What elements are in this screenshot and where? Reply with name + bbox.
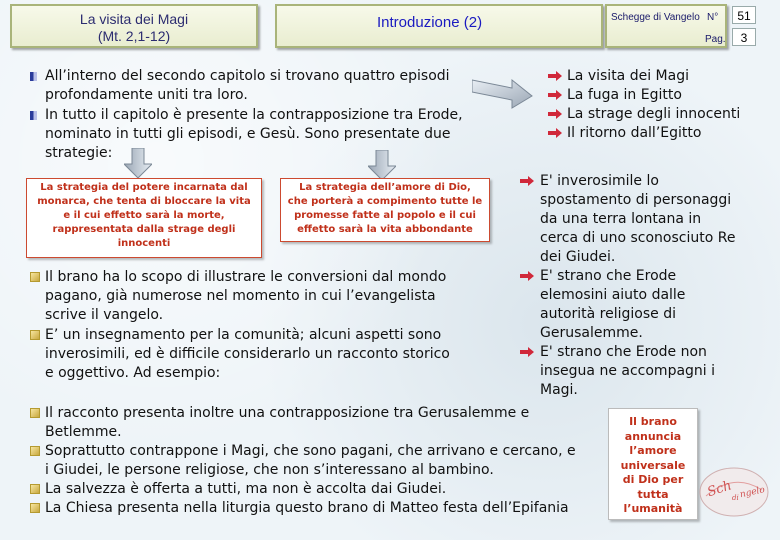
teaching-paragraph xyxy=(45,326,450,383)
list-item xyxy=(520,343,760,400)
example-line: E' strano che Erode non xyxy=(540,344,707,360)
square-bullet-icon xyxy=(30,72,37,81)
svg-text:ngelo: ngelo xyxy=(739,485,766,501)
square-bullet-icon xyxy=(30,446,40,456)
list-item xyxy=(30,442,605,480)
purpose-line: Il brano ha lo scopo di illustrare le conversioni dal mondo xyxy=(45,269,447,285)
example-line: E' inverosimile lo xyxy=(540,173,659,189)
strategy-line: e il cui effetto sarà la morte, xyxy=(63,210,225,221)
series-name: Schegge di Vangelo xyxy=(611,12,700,23)
page-label: Pag. xyxy=(705,34,726,45)
square-bullet-icon xyxy=(30,503,40,513)
red-arrow-icon xyxy=(520,271,534,281)
annuncia-line: di Dio per xyxy=(622,473,684,486)
contrast-line: In tutto il capitolo è presente la contrapposizione tra Erode, xyxy=(45,107,463,123)
schegge-stamp-logo xyxy=(696,462,772,522)
closing-line: Soprattutto contrappone i Magi, che sono pagani, che arrivano e cercano, e xyxy=(45,443,576,459)
teaching-line: E’ un insegnamento per la comunità; alcuni aspetti sono xyxy=(45,327,442,343)
closing-line: La salvezza è offerta a tutti, ma non è accolta dai Giudei. xyxy=(45,481,447,497)
strategy-love-box xyxy=(280,178,490,242)
contrast-line: strategie: xyxy=(45,145,113,161)
intro-line: All’interno del secondo capitolo si trovano quattro episodi xyxy=(45,68,450,84)
meta-box xyxy=(605,4,727,48)
down-arrow-icon xyxy=(124,148,152,178)
intro-line: profondamente uniti tra loro. xyxy=(45,87,248,103)
example-line: dei Giudei. xyxy=(540,249,616,265)
square-bullet-icon xyxy=(30,111,37,120)
closing-line: i Giudei, le persone religiose, che non s’interessano al bambino. xyxy=(45,462,494,478)
closing-line: Betlemme. xyxy=(45,424,122,440)
strategy-power-box xyxy=(26,178,262,258)
page-value: 3 xyxy=(732,28,756,46)
list-item xyxy=(520,267,760,343)
section-title-box xyxy=(275,4,603,48)
example-line: Gerusalemme. xyxy=(540,325,643,341)
annuncia-line: annuncia xyxy=(624,429,682,443)
svg-text:Sch: Sch xyxy=(705,478,734,501)
square-bullet-icon xyxy=(30,408,40,418)
red-arrow-icon xyxy=(520,176,534,186)
example-line: insegua ne accompagni i xyxy=(540,363,716,379)
closing-line: Il racconto presenta inoltre una contrapposizione tra Gerusalemme e xyxy=(45,405,530,421)
episode-label: La fuga in Egitto xyxy=(567,87,682,103)
episode-label: La visita dei Magi xyxy=(567,68,689,84)
example-line: da una terra lontana in xyxy=(540,211,702,227)
episode-label: La strage degli innocenti xyxy=(567,106,741,122)
svg-text:di: di xyxy=(732,494,739,502)
section-title: Introduzione (2) xyxy=(377,14,483,31)
examples-list xyxy=(520,172,760,400)
strategy-line: monarca, che tenta di bloccare la vita xyxy=(37,196,251,207)
example-line: autorità religiose di xyxy=(540,306,676,322)
strategy-line: innocenti xyxy=(117,238,171,249)
strategy-line: rappresentata dalla strage degli xyxy=(52,224,236,235)
annuncia-line: l’amore xyxy=(629,444,677,457)
red-arrow-icon xyxy=(548,71,562,81)
example-line: E' strano che Erode xyxy=(540,268,677,284)
strategy-line: che porterà a compimento tutte le xyxy=(287,196,483,207)
closing-line: La Chiesa presenta nella liturgia questo brano di Matteo festa dell’Epifania xyxy=(45,500,569,516)
annuncia-box xyxy=(608,408,698,520)
example-line: cerca di uno sconosciuto Re xyxy=(540,230,736,246)
annuncia-line: l’umanità xyxy=(623,502,683,515)
number-value: 51 xyxy=(732,6,756,24)
strategy-line: effetto sarà la vita abbondante xyxy=(297,224,473,235)
down-arrow-icon xyxy=(368,150,396,180)
list-item xyxy=(30,404,605,442)
annuncia-line: Il brano xyxy=(629,415,677,428)
list-item xyxy=(30,499,605,518)
square-bullet-icon xyxy=(30,272,40,282)
closing-points xyxy=(30,404,605,518)
strategy-line: promesse fatte al popolo e il cui xyxy=(294,210,476,221)
contrast-paragraph xyxy=(45,106,463,163)
title-box xyxy=(10,4,258,48)
purpose-paragraph xyxy=(45,268,446,325)
purpose-line: scrive il vangelo. xyxy=(45,307,164,323)
red-arrow-icon xyxy=(548,109,562,119)
square-bullet-icon xyxy=(30,484,40,494)
strategy-line: La strategia del potere incarnata dal xyxy=(40,182,248,193)
red-arrow-icon xyxy=(520,347,534,357)
annuncia-line: tutta xyxy=(637,487,669,501)
example-line: Magi. xyxy=(540,382,578,398)
episode-label: Il ritorno dall’Egitto xyxy=(567,125,702,141)
teaching-line: e oggettivo. Ad esempio: xyxy=(45,365,221,381)
red-arrow-icon xyxy=(548,90,562,100)
example-line: elemosini aiuto dalle xyxy=(540,287,686,303)
example-line: spostamento di personaggi xyxy=(540,192,732,208)
square-bullet-icon xyxy=(30,330,40,340)
list-item xyxy=(520,172,760,267)
annuncia-line: universale xyxy=(620,458,686,472)
grey-arrow-icon xyxy=(472,78,534,110)
intro-paragraph xyxy=(45,67,450,105)
title-line-2: (Mt. 2,1-12) xyxy=(97,28,171,44)
list-item xyxy=(30,480,605,499)
strategy-line: La strategia dell’amore di Dio, xyxy=(299,182,471,193)
teaching-line: inverosimili, ed è difficile considerarlo un racconto storico xyxy=(45,346,450,362)
red-arrow-icon xyxy=(548,128,562,138)
contrast-line: nominato in tutti gli episodi, e Gesù. Sono presentate due xyxy=(45,126,451,142)
title-line-1: La visita dei Magi xyxy=(79,11,189,27)
number-label: N° xyxy=(707,12,719,23)
purpose-line: pagano, già numerose nel momento in cui l’evangelista xyxy=(45,288,436,304)
